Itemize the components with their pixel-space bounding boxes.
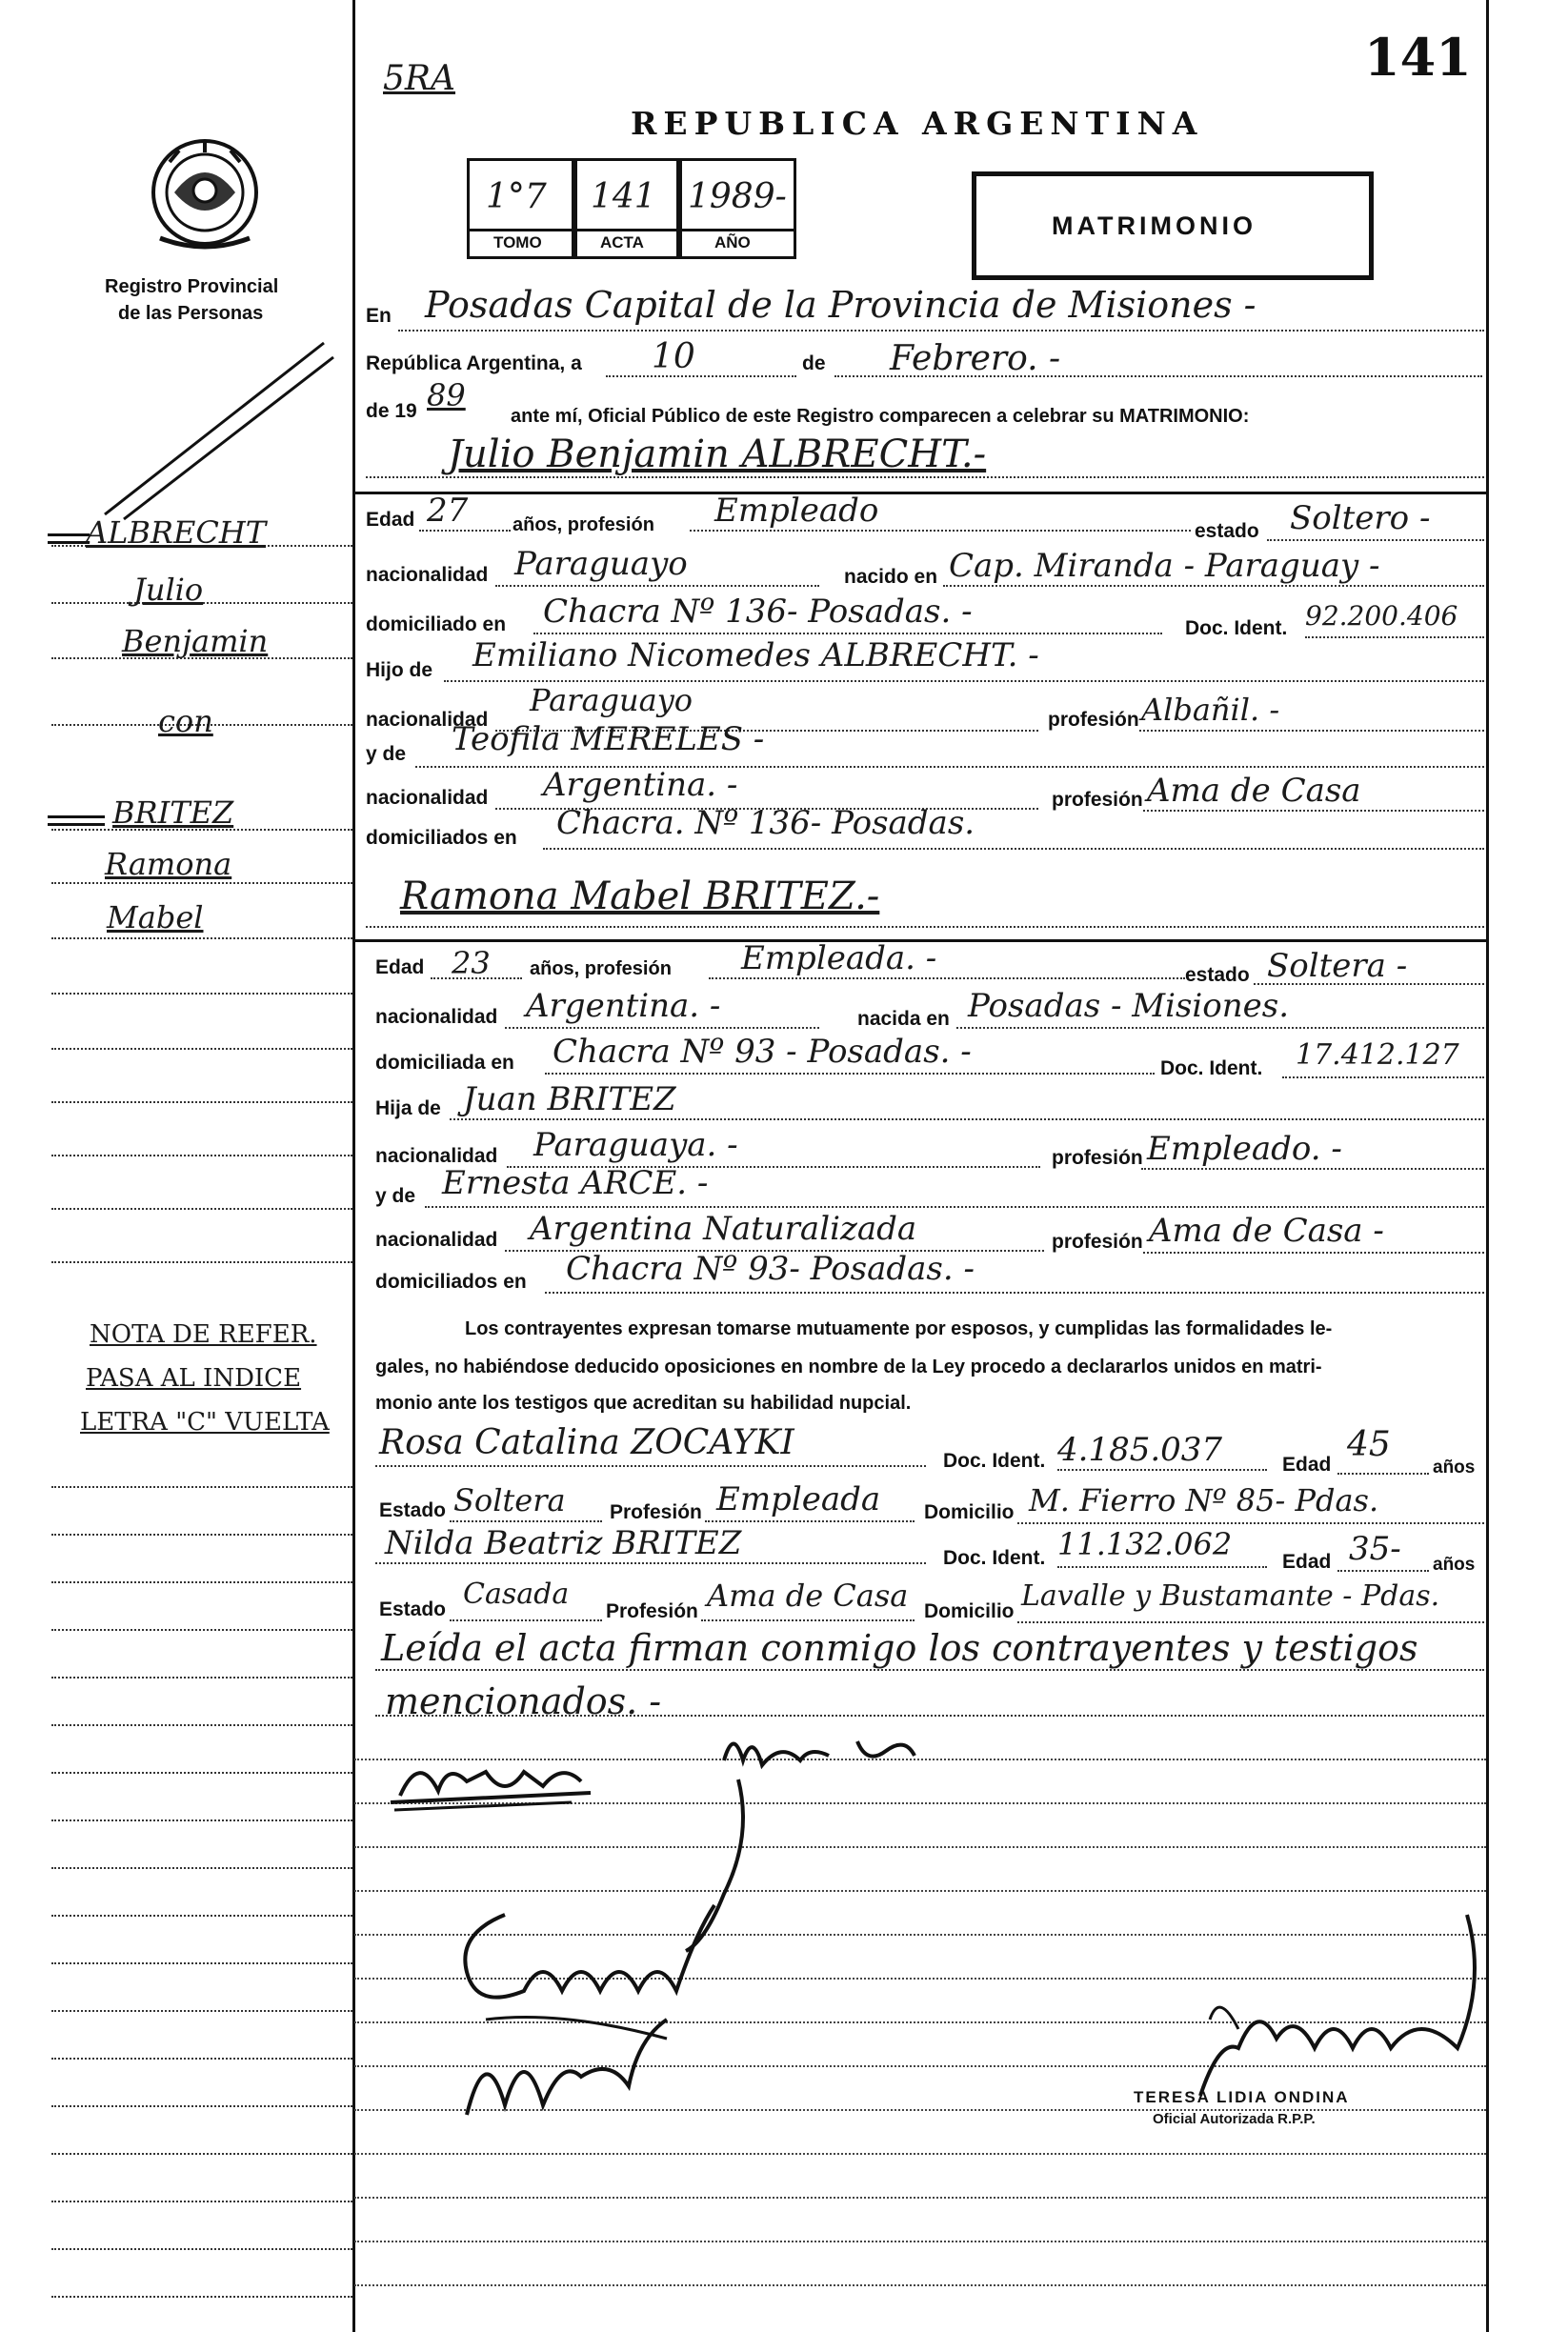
bride-father-nac: Paraguaya. -	[533, 1126, 738, 1164]
en-label: En	[366, 305, 392, 327]
bride-parents-dom-label: domiciliados en	[375, 1271, 527, 1293]
statement-line1: Los contrayentes expresan tomarse mutuamente por esposos, y cumplidas las formalidades le-	[465, 1318, 1333, 1339]
registry-name-line2: de las Personas	[118, 303, 264, 324]
bride-nacida: Posadas - Misiones.	[968, 987, 1290, 1025]
ano-label: AÑO	[714, 233, 751, 251]
witness1-doc: 4.185.037	[1057, 1431, 1223, 1469]
tomo-label: TOMO	[493, 233, 542, 251]
groom-nacionalidad: Paraguayo	[514, 545, 688, 583]
witness2-profesion-label: Profesión	[606, 1600, 698, 1622]
officer-stamp-line1: TERESA LIDIA ONDINA	[1134, 2088, 1350, 2106]
groom-mother: Teofila MERELES -	[452, 720, 765, 758]
bride-edad: 23	[452, 945, 491, 981]
bride-name: Ramona Mabel BRITEZ.-	[400, 874, 880, 918]
witness2-edad: 35-	[1349, 1530, 1401, 1568]
groom-nacionalidad-label: nacionalidad	[366, 564, 489, 586]
bride-father-prof-label: profesión	[1052, 1147, 1143, 1169]
bride-mother-nac: Argentina Naturalizada	[530, 1210, 917, 1248]
bride-domicilio: Chacra Nº 93 - Posadas. -	[553, 1033, 972, 1071]
groom-domicilio: Chacra Nº 136- Posadas. -	[543, 593, 973, 631]
groom-estado-label: estado	[1195, 520, 1259, 542]
statement-line2: gales, no habiéndose deducido oposiciones en nombre de la Ley procedo a declararlos unidos en matri-	[375, 1357, 1322, 1377]
bride-nacionalidad: Argentina. -	[526, 987, 721, 1025]
groom-y-de-label: y de	[366, 743, 407, 765]
margin-groom-first: Julio	[133, 572, 204, 608]
bride-mother: Ernesta ARCE. -	[442, 1164, 709, 1202]
groom-domiciliado-label: domiciliado en	[366, 613, 507, 635]
groom-edad: 27	[427, 492, 469, 530]
year-label: de 19	[366, 400, 417, 422]
acta-label: ACTA	[600, 233, 644, 251]
bride-profesion: Empleada. -	[741, 939, 937, 977]
groom-profesion: Empleado	[714, 492, 879, 530]
margin-groom-surname: ALBRECHT	[86, 514, 267, 551]
provincial-seal-icon	[141, 133, 269, 257]
witness1-profesion-label: Profesión	[610, 1501, 702, 1523]
witness2-doc-label: Doc. Ident.	[943, 1547, 1046, 1569]
groom-estado: Soltero -	[1290, 499, 1431, 537]
tomo-value: 1°7	[486, 177, 547, 216]
witness1-name: Rosa Catalina ZOCAYKI	[379, 1423, 794, 1462]
witness2-profesion: Ama de Casa	[707, 1578, 909, 1614]
witness1-estado: Soltera	[453, 1482, 566, 1518]
margin-slash-1	[95, 333, 343, 529]
witness1-anos-label: años	[1433, 1458, 1476, 1478]
groom-doc: 92.200.406	[1305, 600, 1458, 632]
bride-father-prof: Empleado. -	[1147, 1130, 1342, 1168]
groom-signature	[381, 1743, 600, 1824]
groom-hijo-label: Hijo de	[366, 659, 433, 681]
groom-father-prof-label: profesión	[1048, 709, 1139, 731]
groom-nacido: Cap. Miranda - Paraguay -	[949, 547, 1380, 585]
bride-y-de-label: y de	[375, 1185, 416, 1207]
closing-line2: mencionados. -	[385, 1680, 662, 1722]
bride-mother-prof-label: profesión	[1052, 1231, 1143, 1253]
witness1-domicilio: M. Fierro Nº 85- Pdas.	[1029, 1482, 1379, 1518]
margin-bride-first: Ramona	[105, 846, 232, 882]
witness2-signature	[448, 2000, 695, 2148]
bride-mother-prof: Ama de Casa -	[1149, 1212, 1384, 1250]
witness2-estado-label: Estado	[379, 1598, 447, 1620]
groom-father: Emiliano Nicomedes ALBRECHT. -	[472, 636, 1039, 674]
country-title: REPUBLICA ARGENTINA	[631, 105, 1204, 142]
bride-estado-label: estado	[1185, 964, 1250, 986]
closing-line1: Leída el acta firman conmigo los contrayentes y testigos	[381, 1627, 1418, 1669]
groom-mother-nac: Argentina. -	[543, 766, 738, 804]
witness2-name: Nilda Beatriz BRITEZ	[385, 1524, 742, 1562]
bride-nacida-label: nacida en	[857, 1008, 950, 1030]
groom-doc-label: Doc. Ident.	[1185, 617, 1288, 639]
left-column-border	[352, 0, 355, 2332]
margin-bride-second: Mabel	[107, 899, 204, 935]
statement-line3: monio ante los testigos que acreditan su habilidad nupcial.	[375, 1393, 912, 1414]
bride-hija-label: Hija de	[375, 1097, 441, 1119]
groom-mother-prof-label: profesión	[1052, 789, 1143, 811]
page-number: 141	[1364, 27, 1472, 88]
intro-tail: ante mí, Oficial Público de este Registro comparecen a celebrar su MATRIMONIO:	[511, 406, 1250, 427]
bride-doc-label: Doc. Ident.	[1160, 1057, 1263, 1079]
witness2-estado: Casada	[463, 1578, 570, 1611]
de-label: de	[802, 352, 826, 374]
margin-note-line1: NOTA DE REFER.	[90, 1320, 317, 1349]
groom-father-nac: Paraguayo	[530, 682, 694, 718]
groom-name: Julio Benjamin ALBRECHT.-	[448, 432, 987, 476]
groom-anos-profesion: años, profesión	[513, 514, 654, 535]
bride-anos-profesion: años, profesión	[530, 958, 672, 979]
corner-note: 5RA	[383, 59, 456, 98]
officer-signature	[1181, 1905, 1496, 2110]
registry-name-line1: Registro Provincial	[105, 276, 279, 297]
witness1-estado-label: Estado	[379, 1499, 447, 1521]
groom-parents-dom-label: domiciliados en	[366, 827, 517, 849]
groom-father-nac-label: nacionalidad	[366, 709, 489, 731]
bride-parents-dom: Chacra Nº 93- Posadas. -	[566, 1250, 975, 1288]
margin-note-line3: LETRA "C" VUELTA	[80, 1408, 330, 1437]
intro-month: Febrero. -	[890, 339, 1061, 378]
intro-year: 89	[427, 377, 466, 413]
witness2-domicilio: Lavalle y Bustamante - Pdas.	[1021, 1579, 1440, 1613]
bride-doc: 17.412.127	[1296, 1038, 1459, 1072]
margin-con: con	[158, 703, 213, 739]
bride-nacionalidad-label: nacionalidad	[375, 1006, 498, 1028]
witness1-edad-label: Edad	[1282, 1454, 1332, 1476]
officer-stamp-line2: Oficial Autorizada R.P.P.	[1153, 2111, 1316, 2127]
bride-edad-label: Edad	[375, 956, 425, 978]
bride-father-nac-label: nacionalidad	[375, 1145, 498, 1167]
record-type-label: MATRIMONIO	[1052, 211, 1256, 240]
margin-groom-second: Benjamin	[122, 623, 269, 659]
witness1-profesion: Empleada	[716, 1480, 881, 1518]
groom-nacido-label: nacido en	[844, 566, 938, 588]
witness2-doc: 11.132.062	[1057, 1526, 1233, 1562]
groom-parents-dom: Chacra. Nº 136- Posadas.	[556, 804, 975, 842]
bride-estado: Soltera -	[1267, 947, 1408, 985]
margin-bride-surname: BRITEZ	[112, 794, 234, 831]
witness1-edad: 45	[1347, 1425, 1391, 1464]
witness1-domicilio-label: Domicilio	[924, 1501, 1015, 1523]
republica-label: República Argentina, a	[366, 352, 582, 374]
bride-father: Juan BRITEZ	[463, 1080, 676, 1118]
witness1-doc-label: Doc. Ident.	[943, 1450, 1046, 1472]
bride-domiciliada-label: domiciliada en	[375, 1052, 514, 1074]
groom-mother-nac-label: nacionalidad	[366, 787, 489, 809]
groom-edad-label: Edad	[366, 509, 415, 531]
witness2-anos-label: años	[1433, 1555, 1476, 1575]
intro-day: 10	[652, 337, 695, 376]
witness2-edad-label: Edad	[1282, 1551, 1332, 1573]
acta-value: 141	[591, 177, 656, 216]
groom-mother-prof: Ama de Casa	[1147, 772, 1361, 810]
intro-place: Posadas Capital de la Provincia de Misiones -	[425, 284, 1256, 326]
groom-father-prof: Albañil. -	[1141, 692, 1280, 728]
margin-note-line2: PASA AL INDICE	[86, 1364, 302, 1393]
witness2-domicilio-label: Domicilio	[924, 1600, 1015, 1622]
ano-value: 1989-	[688, 177, 787, 216]
bride-mother-nac-label: nacionalidad	[375, 1229, 498, 1251]
